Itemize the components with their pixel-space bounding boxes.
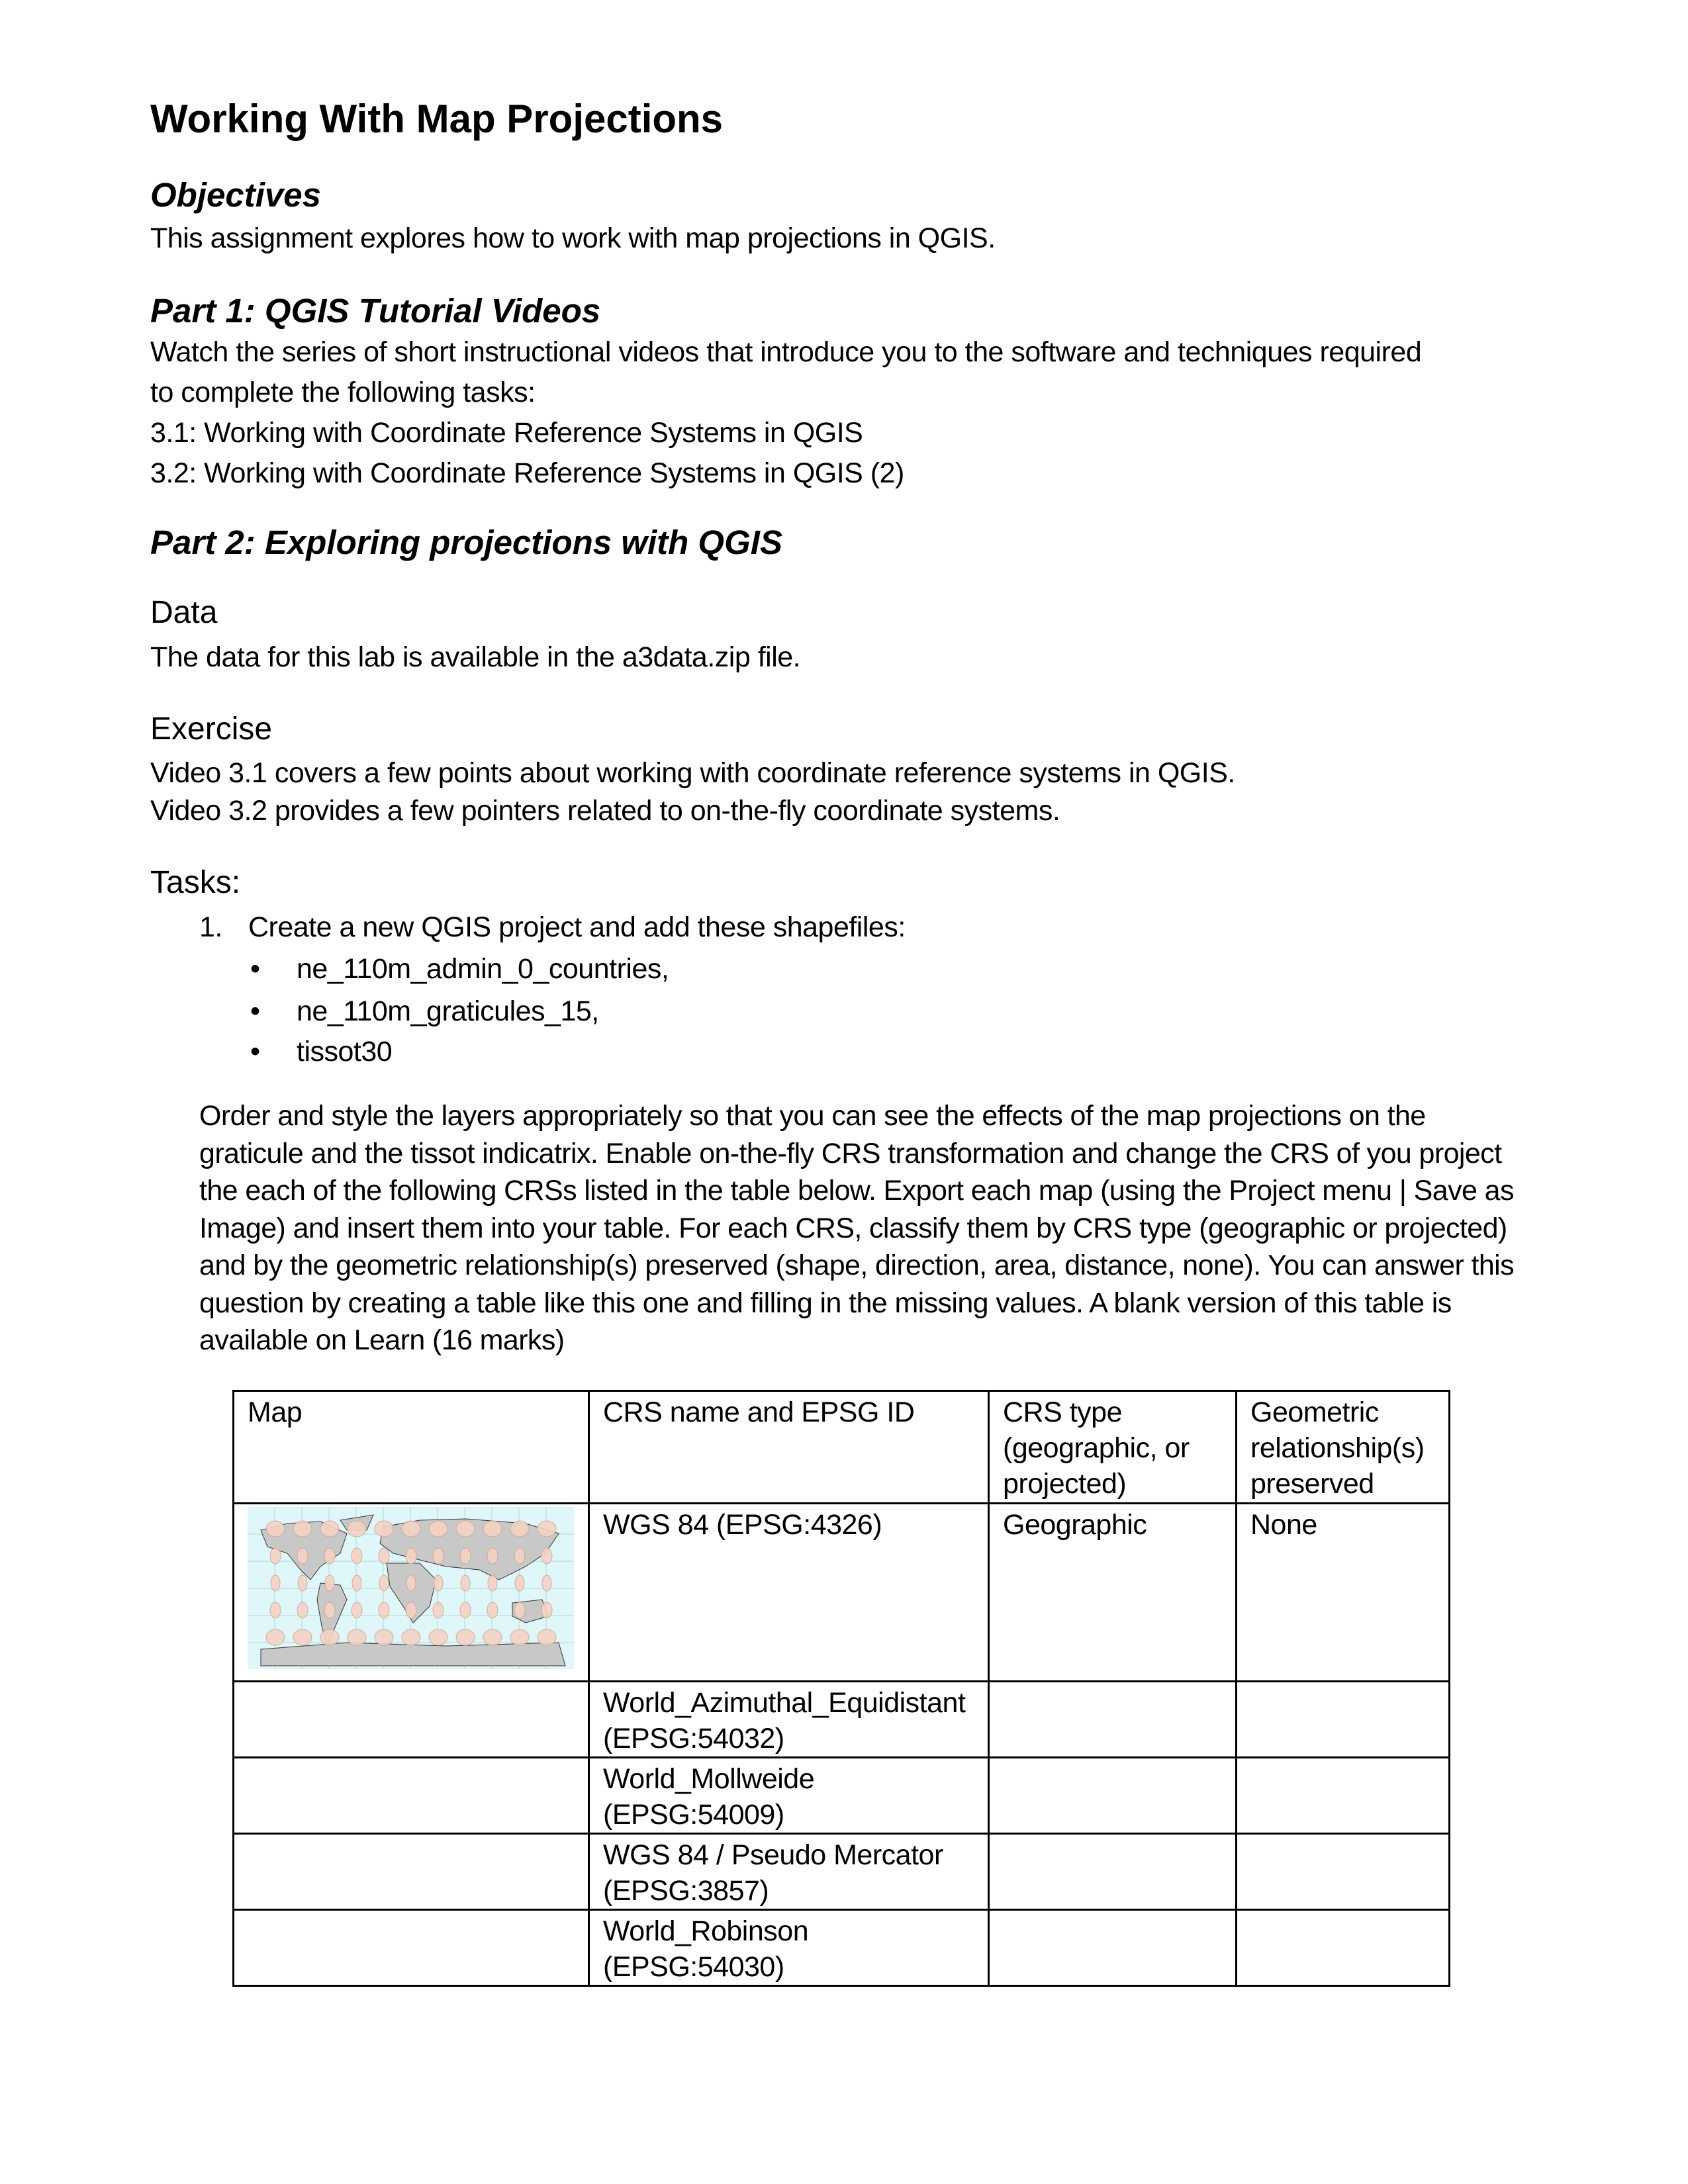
tissot-indicatrix <box>379 1548 389 1564</box>
tissot-indicatrix <box>406 1602 416 1618</box>
tissot-indicatrix <box>460 1548 471 1564</box>
header-crs-name: CRS name and EPSG ID <box>589 1391 989 1504</box>
crs-type-cell <box>989 1910 1237 1986</box>
continent-shape <box>261 1643 565 1666</box>
bullet-icon: • <box>250 953 260 985</box>
tissot-indicatrix <box>510 1521 529 1537</box>
tissot-indicatrix <box>541 1548 552 1564</box>
table-row <box>234 1910 1450 1986</box>
crs-name-cell: World_Mollweide (EPSG:54009) <box>589 1758 989 1834</box>
tissot-indicatrix <box>375 1629 393 1645</box>
data-heading: Data <box>150 595 218 630</box>
video-3-2-item: 3.2: Working with Coordinate Reference Systems in QGIS (2) <box>150 457 904 489</box>
tissot-indicatrix <box>487 1602 498 1618</box>
tissot-indicatrix <box>515 1575 524 1591</box>
tissot-indicatrix <box>325 1575 334 1591</box>
crs-type-cell: Geographic <box>989 1504 1237 1682</box>
instructions-paragraph <box>199 1097 1530 1359</box>
tissot-indicatrix <box>352 1548 362 1564</box>
tissot-indicatrix <box>402 1629 420 1645</box>
tissot-indicatrix <box>433 1548 444 1564</box>
preserved-cell: None <box>1237 1504 1450 1682</box>
tissot-indicatrix <box>510 1629 529 1645</box>
tissot-indicatrix <box>456 1521 475 1537</box>
tissot-indicatrix <box>297 1548 308 1564</box>
tissot-indicatrix <box>402 1521 420 1537</box>
tissot-indicatrix <box>514 1548 525 1564</box>
shapefile-item: tissot30 <box>297 1036 393 1068</box>
exercise-line: Video 3.2 provides a few pointers related to on-the-fly coordinate systems. <box>150 795 1060 827</box>
tissot-indicatrix <box>514 1602 525 1618</box>
table-header-row <box>234 1391 1450 1504</box>
tissot-indicatrix <box>324 1548 335 1564</box>
tissot-indicatrix <box>483 1629 502 1645</box>
objectives-text: This assignment explores how to work with map projections in QGIS. <box>150 222 996 254</box>
map-cell <box>234 1504 589 1682</box>
paragraph-line: available on Learn (16 marks) <box>199 1324 565 1356</box>
tissot-indicatrix <box>293 1521 312 1537</box>
tissot-indicatrix <box>320 1521 339 1537</box>
table-row <box>234 1682 1450 1758</box>
preserved-cell <box>1237 1834 1450 1910</box>
bullet-icon: • <box>250 1036 260 1068</box>
tissot-indicatrix <box>461 1575 470 1591</box>
tissot-indicatrix <box>379 1575 389 1591</box>
part2-heading: Part 2: Exploring projections with QGIS <box>150 523 782 561</box>
page-title: Working With Map Projections <box>150 97 724 141</box>
crs-type-cell <box>989 1834 1237 1910</box>
data-text: The data for this lab is available in the a3data.zip file. <box>150 641 801 673</box>
map-cell <box>234 1834 589 1910</box>
header-crs-type: CRS type (geographic, or projected) <box>989 1391 1237 1504</box>
tissot-indicatrix <box>483 1521 502 1537</box>
tasks-heading: Tasks: <box>150 865 241 900</box>
tissot-indicatrix <box>352 1602 362 1618</box>
tissot-indicatrix <box>270 1602 281 1618</box>
table-row <box>234 1758 1450 1834</box>
tissot-indicatrix <box>293 1629 312 1645</box>
tissot-indicatrix <box>429 1521 447 1537</box>
paragraph-line: Order and style the layers appropriately so that you can see the effects of the map projections on the <box>199 1100 1426 1132</box>
tissot-indicatrix <box>297 1602 308 1618</box>
part1-heading: Part 1: QGIS Tutorial Videos <box>150 292 601 330</box>
preserved-cell <box>1237 1758 1450 1834</box>
tissot-indicatrix <box>460 1602 471 1618</box>
tissot-indicatrix <box>352 1575 361 1591</box>
crs-type-cell <box>989 1758 1237 1834</box>
crs-name-cell: WGS 84 (EPSG:4326) <box>589 1504 989 1682</box>
table-row <box>234 1834 1450 1910</box>
map-cell <box>234 1682 589 1758</box>
shapefile-item: ne_110m_admin_0_countries, <box>297 953 669 985</box>
task-number: 1. <box>199 911 222 943</box>
paragraph-line: graticule and the tissot indicatrix. Enable on-the-fly CRS transformation and change the CRS of you project <box>199 1137 1502 1169</box>
map-cell <box>234 1910 589 1986</box>
part1-line: to complete the following tasks: <box>150 377 536 408</box>
tissot-indicatrix <box>266 1521 285 1537</box>
tissot-indicatrix <box>488 1575 497 1591</box>
tissot-indicatrix <box>266 1629 285 1645</box>
tissot-indicatrix <box>487 1548 498 1564</box>
tissot-indicatrix <box>348 1521 366 1537</box>
crs-name-cell: World_Robinson (EPSG:54030) <box>589 1910 989 1986</box>
tissot-indicatrix <box>434 1575 443 1591</box>
tissot-indicatrix <box>271 1575 280 1591</box>
tissot-indicatrix <box>456 1629 475 1645</box>
preserved-cell <box>1237 1682 1450 1758</box>
crs-name-cell: World_Azimuthal_Equidistant (EPSG:54032) <box>589 1682 989 1758</box>
preserved-cell <box>1237 1910 1450 1986</box>
paragraph-line: Image) and insert them into your table. For each CRS, classify them by CRS type (geographic or projected) <box>199 1212 1507 1244</box>
exercise-heading: Exercise <box>150 711 273 747</box>
tissot-indicatrix <box>429 1629 447 1645</box>
tissot-indicatrix <box>379 1602 389 1618</box>
crs-name-cell: WGS 84 / Pseudo Mercator (EPSG:3857) <box>589 1834 989 1910</box>
tissot-indicatrix <box>375 1521 393 1537</box>
tissot-indicatrix <box>433 1602 444 1618</box>
part1-line: Watch the series of short instructional videos that introduce you to the software and techniques required <box>150 336 1422 368</box>
tissot-indicatrix <box>406 1548 416 1564</box>
tissot-indicatrix <box>538 1629 556 1645</box>
tissot-indicatrix <box>324 1602 335 1618</box>
tissot-indicatrix <box>406 1575 416 1591</box>
tissot-indicatrix <box>298 1575 307 1591</box>
crs-type-cell <box>989 1682 1237 1758</box>
video-3-1-item: 3.1: Working with Coordinate Reference Systems in QGIS <box>150 417 863 449</box>
crs-table <box>232 1390 1450 1987</box>
wgs84-map-thumbnail <box>248 1507 574 1669</box>
tissot-indicatrix <box>270 1548 281 1564</box>
task-text: Create a new QGIS project and add these shapefiles: <box>248 911 906 943</box>
paragraph-line: question by creating a table like this one and filling in the missing values. A blank version of this table is <box>199 1287 1452 1319</box>
header-preserved: Geometric relationship(s) preserved <box>1237 1391 1450 1504</box>
tissot-indicatrix <box>538 1521 556 1537</box>
shapefile-item: ne_110m_graticules_15, <box>297 995 599 1027</box>
tissot-indicatrix <box>320 1629 339 1645</box>
map-cell <box>234 1758 589 1834</box>
paragraph-line: the each of the following CRSs listed in the table below. Export each map (using the Project menu | Save as <box>199 1175 1514 1206</box>
paragraph-line: and by the geometric relationship(s) preserved (shape, direction, area, distance, none). You can answer this <box>199 1250 1515 1281</box>
tissot-indicatrix <box>542 1575 551 1591</box>
table-row <box>234 1504 1450 1682</box>
header-map: Map <box>234 1391 589 1504</box>
bullet-icon: • <box>250 995 260 1027</box>
objectives-heading: Objectives <box>150 176 321 214</box>
tissot-indicatrix <box>348 1629 366 1645</box>
tissot-indicatrix <box>541 1602 552 1618</box>
exercise-line: Video 3.1 covers a few points about working with coordinate reference systems in QGIS. <box>150 757 1235 789</box>
